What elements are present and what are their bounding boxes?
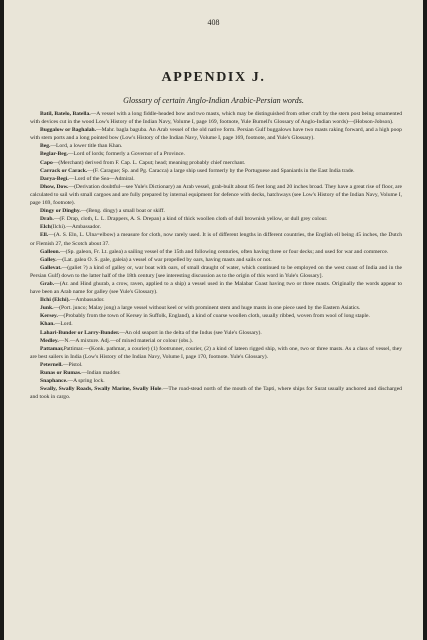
entry-term: Gallevat. [40,264,62,271]
glossary-entry [30,320,402,328]
entry-term: Swally, Swally Roads, Swally Marine, Swally Hole [40,386,162,393]
glossary-entry [30,345,402,361]
entry-definition: —(Merchant) derived from F. Cap. L. Caput; head; meaning probably chief merchant. [52,159,246,166]
entry-definition: —Lord of the Sea—Admiral. [68,175,135,182]
glossary-entry [30,142,402,150]
entry-definition: —(Derivation doubtful—see Yule's Dictionary) an Arab vessel, grab-built about 85 feet long and 20 inches broad. They have a great rise of floor, are calculated to sail with small cargoes and are fully prepared by internal equipment for defence with decks, hatchways (see Low's History of the Indian Navy, Volume I, page 169, footnote). [30,183,402,207]
entry-term: Grab. [40,280,55,287]
page-number: 408 [207,18,220,27]
glossary-entry [30,159,402,167]
entry-term: Capo [40,159,53,166]
entry-definition: —(Probably from the town of Kersey in Suffolk, England), a kind of coarse woollen cloth, usually ribbed, woven from wool of long staple. [57,313,370,320]
entry-definition: —Pistol. [62,361,83,368]
entry-definition: —(galiet ?) a kind of galley or, war boat with oars, of small draught of water, which continued to be employed on the west coast of India and in the Persian Gulf) down to the latter half of the 18th century [see interesting discussion as to the origin of this word in Yule's Glossary]. [30,264,402,279]
glossary-entry [30,280,402,296]
glossary-entry [30,329,402,337]
entry-term: Snaphance. [40,378,68,385]
entry-definition: —A vessel with a long fiddle-headed bow and two masts, which may be distinguished from other craft by the stern post being ornamented with devices cut in the wood Low's History of the Indian Navy, Volume I, page 169, footnote, Yule Burnell's Glossary of Anglo-Indian words)—(Hobson-Jobson). [30,111,402,126]
entry-definition: —Lord of lords; formerly a Governor of a Province. [67,151,185,158]
entry-definition: —Lord. [54,321,73,328]
entry-term: Carrack or Carack. [40,167,88,174]
entry-definition: —A spring lock. [67,378,105,385]
glossary-entry [30,231,402,247]
glossary-entry [30,215,402,223]
entry-definition: —(A. S. Eln, L. Ulna=elbow) a measure for cloth, now rarely used. It is of different lengths in different countries, the English ell being 45 inches, the Dutch or Flemish 27, the Scotch about 37. [30,232,402,247]
entry-definition: —Lord, a lower title than Khan. [50,143,123,150]
glossary-entry [30,264,402,280]
glossary-entry [30,377,402,385]
glossary-entry [30,126,402,142]
entry-term: Ilchi (Elchi). [40,297,70,304]
entry-term: Junk. [40,305,54,312]
glossary-entry [30,150,402,158]
entry-term: Batil, Batelo, Batella. [40,111,91,117]
entry-definition: —(Beng. dingy) a small boat or skiff. [80,208,165,215]
entry-definition: —Mahr. bagla baguba. An Arab vessel of the old native form. Persian Gulf buggalows have two masts raking forward, and a high poop with stern ports and a long pointed bow (Low's History of the Indian Navy, Volume I, page 169, footnote, and Yule's Glossary). [30,127,402,142]
entry-term: Darya-Begi. [40,175,69,182]
glossary-entry [30,207,402,215]
entry-term: Runas or Rumas. [40,370,82,376]
glossary-entry [30,183,402,207]
glossary-entry [30,385,402,401]
appendix-title: APPENDIX J. [161,70,266,85]
entry-definition: —An old seaport in the delta of the Indus (see Yule's Glossary). [119,329,262,336]
entry-definition: —(F. Carague; Sp. and Pg. Caracca) a large ship used formerly by the Portuguese and Spaniards in the East India trade. [87,167,355,174]
entry-term: Buggalow or Baghalah. [40,127,96,134]
entry-definition: —N.—A mixture. Adj.—of mixed material or colour (obs.). [58,337,194,344]
book-page [4,0,423,640]
glossary-entries [30,110,402,401]
entry-definition: —(Ar. and Hind ghurab, a crow, raven, applied to a ship) a vessel used in the Malabar Coast having two or three masts. Originally the words appear to have been an Arab name for galley (see Yule's Glossary). [30,280,402,296]
entry-term: Pattamar, [40,345,64,352]
entry-definition: .—The road-stead north of the mouth of the Tapti, where ships for Surat usually anchored and discharged and took in cargo. [30,386,402,401]
entry-definition: —(Lat. galea O. S. gale, galeia) a vessel of war propelled by oars, having masts and sails or not. [56,256,272,263]
entry-term: Beglar-Beg. [40,151,68,158]
entry-term: Ell. [40,232,49,239]
glossary-entry [30,110,402,126]
glossary-entry [30,337,402,345]
entry-term: Drab. [40,216,54,223]
glossary-entry [30,369,402,377]
entry-term: Lahari-Bunder or Larry-Bunder. [40,329,120,336]
entry-term: Peternell. [40,361,63,368]
glossary-entry [30,296,402,304]
glossary-entry [30,167,402,175]
entry-term: Kersey. [40,313,58,320]
entry-term: Khan. [40,321,55,328]
entry-definition: —(F. Drap, cloth, L. L. Drappers, A. S. Drepan) a kind of thick woollen cloth of dull brownish yellow, or dull grey colour. [53,216,328,223]
glossary-entry [30,304,402,312]
entry-term: Elch [40,224,51,231]
entry-term: Dhow, Dow. [40,183,69,190]
glossary-entry [30,361,402,369]
entry-definition: —Indian madder. [81,370,121,376]
entry-term: Dingy or Dinghy. [40,208,81,215]
entry-definition: —Ambassador. [69,297,105,304]
entry-definition: —(Port. junco; Malay jong) a large vessel without keel or with prominent stem and huge masts in one piece used by the Eastern Asiatics. [53,305,361,312]
entry-term: Galleon. [40,248,61,255]
glossary-entry [30,248,402,256]
glossary-entry [30,312,402,320]
glossary-entry [30,256,402,264]
entry-term: Galley. [40,256,57,263]
entry-definition: —(Sp. galeon, Fr. Lt. galea) a sailing vessel of the 15th and following centuries, often having three or four decks; and used for war and commerce. [60,248,389,255]
entry-definition: Pattimar.—(Konk. pathmar, a courier) (1) footrunner, courier, (2) a kind of lateen rigged ship, with one, two or three masts. As a class of vessel, they are best sailers in India (Low's History of the Indian Navy, Volume I, page 170, footnote. Yule's Glossary). [30,345,402,360]
glossary-entry [30,175,402,183]
glossary-entry [30,223,402,231]
entry-definition: (Ilchi).—Ambassador. [50,224,101,231]
glossary-subtitle: Glossary of certain Anglo-Indian Arabic-Persian words. [123,96,304,105]
entry-term: Medley. [40,337,59,344]
entry-term: Beg. [40,143,51,150]
